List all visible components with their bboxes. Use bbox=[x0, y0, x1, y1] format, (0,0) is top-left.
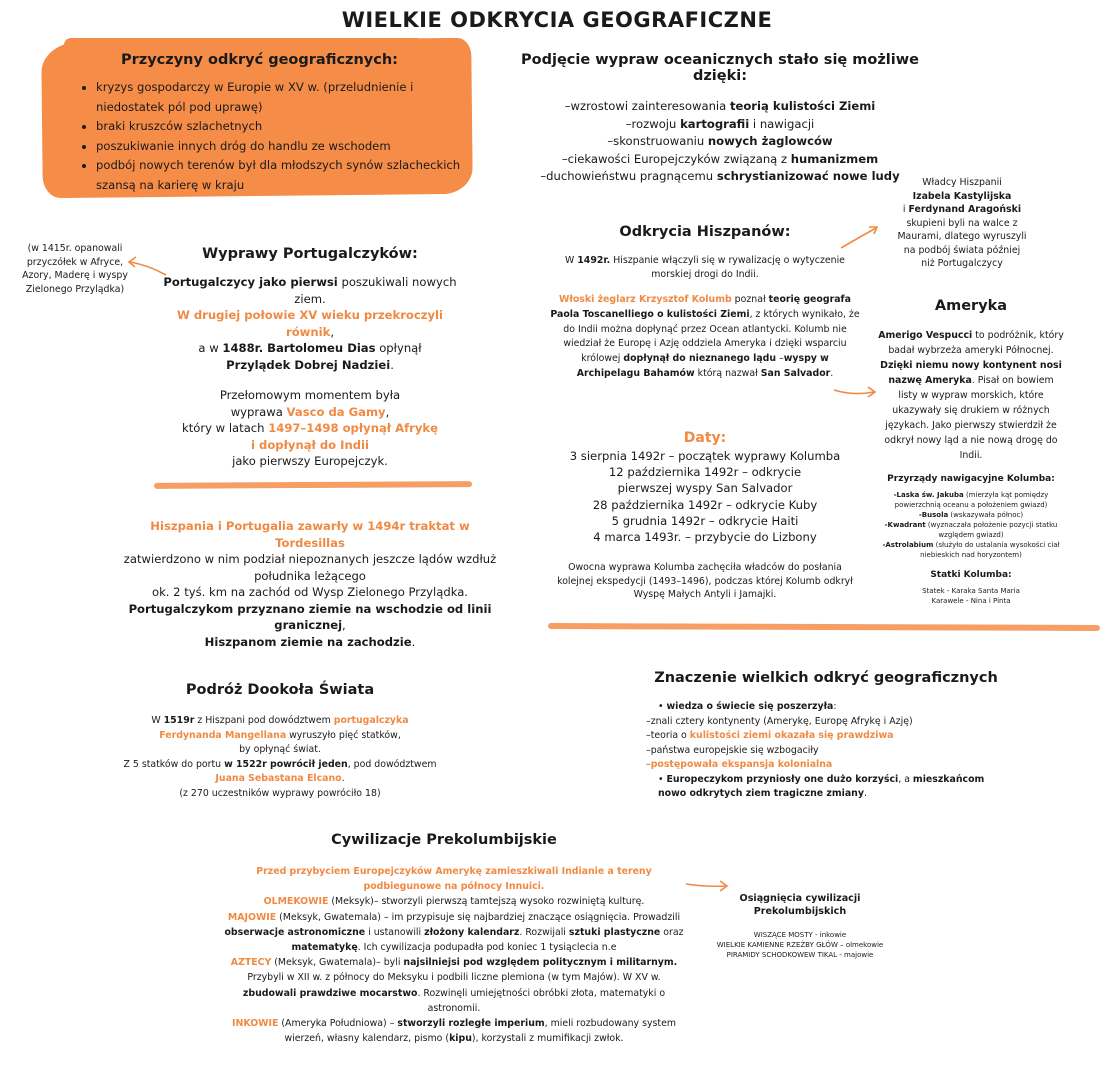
causes-list bbox=[52, 78, 467, 195]
possible-heading: Podjęcie wypraw oceanicznych stało się możliwe dzięki: bbox=[521, 52, 919, 84]
list-item: 5 grudnia 1492r – odkrycie Haiti bbox=[611, 513, 799, 528]
list-item: –ciekawości Europejczyków związaną z humanizmem bbox=[561, 151, 879, 166]
list-item: -Busola (wskazywała północ) bbox=[918, 511, 1024, 519]
america-section: Ameryka Amerigo Vespucci to podróżnik, który badał wybrzeża ameryki Północnej. Dzięki niemu nowy kontynent nosi nazwę Ameryka. Pisał on bowiem listy w wypraw morskich, które ukazywały się drukiem w różnych językach. Jako pierwszy stwierdził że odkrył nowy ląd a nie nową drogę do Indii. bbox=[878, 298, 1064, 461]
list-item: • kryzys gospodarczy w Europie w XV w. (przeludnienie i niedostatek pól pod uprawę) bbox=[96, 78, 467, 117]
possible-list bbox=[500, 98, 940, 186]
dates-heading: Daty: bbox=[683, 430, 727, 446]
divider bbox=[154, 481, 472, 489]
list-item: PIRAMIDY SCHODKOWEW TIKAL - majowie bbox=[726, 951, 874, 959]
civ-section: Cywilizacje Prekolumbijskie Przed przybyciem Europejczyków Amerykę zamieszkiwali Indianie a tereny podbiegunowe na północy Innuici. OLMEKOWIE (Meksyk)– stworzyli pierwszą tamtejszą wysoko rozwiniętą kulturę. MAJOWIE (Meksyk, Gwatemala) – im przypisuje się najbardziej znaczące osiągnięcia. Prowadzili obserwacje astronomiczne i ustanowili złożony kalendarz. Rozwijali sztuki plastyczne oraz matematykę. Ich cywilizacja podupadła pod koniec 1 tysiąclecia n.e AZTECY (Meksyk, Gwatemala)– byli najsilniejsi pod względem politycznym i militarnym. Przybyli w XII w. z północy do Meksyku i podbili liczne plemiona (w tym Majów). W XV w. zbudowali prawdziwe mocarstwo. Rozwinęli umiejętności obróbki złota, matematyki o astronomii. INKOWIE (Ameryka Południowa) – stworzyli rozległe imperium, mieli rozbudowany system wierzeń, własny kalendarz, pismo (kipu), korzystali z mumifikacji zwłok. bbox=[224, 832, 684, 1046]
list-item: 28 października 1492r – odkrycie Kuby bbox=[592, 497, 818, 512]
significance-section bbox=[646, 670, 1006, 802]
instruments-heading: Przyrządy nawigacyjne Kolumba: bbox=[887, 474, 1055, 484]
list-item: 3 sierpnia 1492r – początek wyprawy Kolumba bbox=[569, 449, 841, 463]
treaty-section: Hiszpania i Portugalia zawarły w 1494r traktat w Tordesillas zatwierdzono w nim podział niepoznanych jeszcze lądów wzdłuż południka leżącego ok. 2 tyś. km na zachód od Wysp Zielonego Przylądka. Portugalczykom przyznano ziemie na wschodzie od linii granicznej, Hiszpanom ziemie na zachodzie. bbox=[123, 519, 497, 649]
list-item: –rozwoju kartografii i nawigacji bbox=[625, 116, 815, 131]
causes-section bbox=[52, 52, 467, 195]
significance-heading: Znaczenie wielkich odkryć geograficznych bbox=[654, 670, 998, 686]
list-item: • wiedza o świecie się poszerzyła: bbox=[658, 701, 837, 712]
list-item: -Laska św. Jakuba (mierzyła kąt pomiędzy powierzchnią oceanu a położeniem gwiazd) bbox=[893, 491, 1049, 509]
causes-heading: Przyczyny odkryć geograficznych: bbox=[121, 52, 398, 68]
list-item: -Kwadrant (wyznaczała położenie pozycji statku względem gwiazd) bbox=[884, 521, 1058, 539]
list-item: –skonstruowaniu nowych żaglowców bbox=[607, 134, 833, 148]
list-item: –teoria o kulistości ziemi okazała się prawdziwa bbox=[646, 730, 894, 741]
list-item: –wzrostowi zainteresowania teorią kulistości Ziemi bbox=[564, 99, 876, 113]
list-item: –duchowieństwu pragnącemu schrystianizować nowe ludy bbox=[540, 169, 900, 183]
portugal-heading: Wyprawy Portugalczyków: bbox=[202, 246, 418, 262]
list-item: –znali cztery kontynenty (Amerykę, Europę Afrykę i Azję) bbox=[646, 715, 913, 727]
list-item: • Europeczykom przyniosły one dużo korzyści, a mieszkańcom nowo odkrytych ziem tragiczne zmiany. bbox=[658, 773, 985, 799]
possible-section bbox=[500, 52, 940, 186]
page-title: WIELKIE ODKRYCIA GEOGRAFICZNE bbox=[341, 8, 773, 32]
civ-heading: Cywilizacje Prekolumbijskie bbox=[331, 832, 557, 848]
instruments-section bbox=[876, 474, 1066, 560]
list-item: –państwa europejskie się wzbogaciły bbox=[646, 744, 819, 756]
list-item: -Astrolabium (służyło do ustalania wysokości ciał niebieskich nad horyzontem) bbox=[882, 541, 1060, 559]
arrow-icon bbox=[684, 878, 730, 892]
achievements-heading: Osiągnięcia cywilizacji Prekolumbijskich bbox=[739, 893, 861, 917]
list-item: 12 października 1492r – odkrycie pierwszej wyspy San Salvador bbox=[608, 465, 802, 496]
america-heading: Ameryka bbox=[934, 298, 1008, 314]
list-item: –postępowała ekspansja kolonialna bbox=[646, 759, 833, 770]
rulers-note: Władcy Hiszpanii Izabela Kastylijska i Ferdynand Aragoński skupieni byli na walce z Maurami, dlatego wyruszyli na podbój świata później niż Portugalczycy bbox=[897, 177, 1027, 269]
voyage-section: Podróż Dookoła Świata W 1519r z Hiszpani pod dowództwem portugalczyka Ferdynanda Mangellana wyruszyło pięć statków, by opłynąć świat. Z 5 statków do portu w 1522r powrócił jeden, pod dowództwem Juana Sebastana Elcano. (z 270 uczestników wyprawy powróciło 18) bbox=[120, 682, 440, 801]
divider bbox=[548, 623, 1100, 631]
portugal-note: (w 1415r. opanowali przyczółek w Afryce, Azory, Maderę i wyspy Zielonego Przylądka) bbox=[22, 243, 128, 295]
list-item: WIELKIE KAMIENNE RZEŹBY GŁÓW – olmekowie bbox=[716, 941, 884, 949]
list-item: • braki kruszców szlachetnych bbox=[96, 117, 467, 137]
achievements-section bbox=[712, 892, 888, 960]
list-item: • podbój nowych terenów był dla młodszych synów szlacheckich szansą na karierę w kraju bbox=[96, 156, 467, 195]
portugal-section: Wyprawy Portugalczyków: Portugalczycy jako pierwsi poszukiwali nowych ziem. W drugiej połowie XV wieku przekroczyli równik, a w 1488r. Bartolomeu Dias opłynął Przylądek Dobrej Nadziei. Przełomowym momentem była wyprawa Vasco da Gamy, który w latach 1497–1498 opłynął Afrykę i dopłynął do Indii jako pierwszy Europejczyk. bbox=[160, 246, 460, 470]
list-item: 4 marca 1493r. – przybycie do Lizbony bbox=[593, 530, 817, 545]
voyage-heading: Podróż Dookoła Świata bbox=[185, 682, 375, 698]
spain-heading: Odkrycia Hiszpanów: bbox=[619, 224, 791, 240]
dates-section bbox=[550, 430, 860, 602]
spain-section: Odkrycia Hiszpanów: W 1492r. Hiszpanie włączyli się w rywalizację o wytyczenie morskiej drogi do Indii. Włoski żeglarz Krzysztof Kolumb poznał teorię geografa Paola Toscanelliego o kulistości Ziemi, z których wynikało, że do Indii można dopłynąć przez Ocean atlantycki. Kolumb nie wiedział że Europę i Azję oddziela Ameryka i dzięki wsparciu królowej dopłynął do nieznanego lądu –wyspy w Archipelagu Bahamów którą nazwał San Salvador. bbox=[550, 224, 860, 379]
causes-highlight-tail bbox=[64, 38, 424, 52]
list-item: • poszukiwanie innych dróg do handlu ze wschodem bbox=[96, 137, 467, 157]
ships-section: Statki Kolumba: Statek - Karaka Santa Maria Karawele - Nina i Pinta bbox=[876, 570, 1066, 606]
list-item: WISZĄCE MOSTY - inkowie bbox=[753, 931, 847, 939]
dates-note: Owocna wyprawa Kolumba zachęciła władców do posłania kolejnej ekspedycji (1493–1496), podczas której Kolumb odkrył Wyspę Małych Antyli i Jamajki. bbox=[557, 562, 853, 601]
ships-heading: Statki Kolumba: bbox=[930, 570, 1012, 580]
arrow-icon bbox=[832, 384, 878, 400]
